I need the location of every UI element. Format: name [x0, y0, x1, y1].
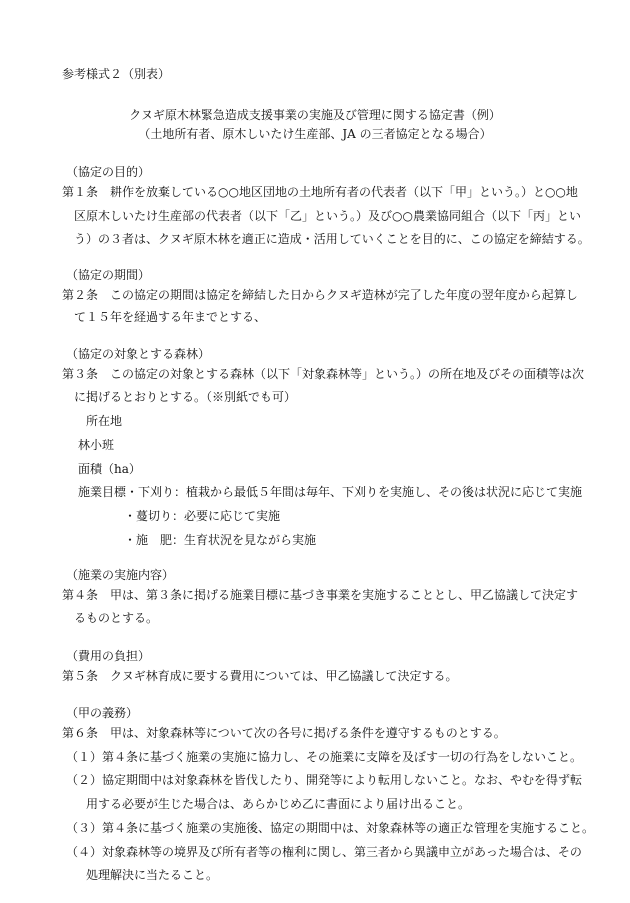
- list-item: （３）第４条に基づく施業の実施後、協定の期間中は、対象森林等の適正な管理を実施すること。: [66, 821, 595, 835]
- article-line: 第６条 甲は、対象森林等について次の各号に掲げる条件を遵守するものとする。: [62, 726, 506, 740]
- list-item-continuation: 処理解決に当たること。: [86, 868, 219, 882]
- list-item: （２）協定期間中は対象森林を皆伐したり、開発等により転用しないこと。なお、やむを得ず転: [66, 773, 583, 787]
- field-label-location: 所在地: [86, 414, 123, 428]
- target-line-weeding: 施業目標・下刈り：植栽から最低５年間は毎年、下刈りを実施し、その後は状況に応じて実施: [78, 485, 583, 499]
- article-line: 第３条 この協定の対象とする森林（以下「対象森林等」という。）の所在地及びその面積等は次: [62, 367, 585, 381]
- article-line: 第５条 クヌギ林育成に要する費用については、甲乙協議して決定する。: [62, 669, 458, 683]
- field-label-subcompartment: 林小班: [78, 438, 115, 452]
- list-item: （４）対象森林等の境界及び所有者等の権利に関し、第三者から異議申立があった場合は、その: [66, 845, 582, 859]
- document-subtitle: （土地所有者、原木しいたけ生産部、JA の三者協定となる場合）: [138, 127, 492, 141]
- target-line-vine-cutting: ・蔓切り：必要に応じて実施: [124, 509, 281, 523]
- section-heading: （費用の負担）: [66, 649, 151, 663]
- article-line: に掲げるとおりとする。（※別紙でも可）: [74, 390, 297, 404]
- section-heading: （協定の目的）: [66, 165, 151, 179]
- list-item-continuation: 用する必要が生じた場合は、あらかじめ乙に書面により届け出ること。: [86, 797, 471, 811]
- article-line: 第２条 この協定の期間は協定を締結した日からクヌギ造林が完了した年度の翌年度から起算し: [62, 288, 578, 302]
- article-line: 第４条 甲は、第３条に掲げる施業目標に基づき事業を実施することとし、甲乙協議して決定す: [62, 588, 579, 602]
- list-item: （１）第４条に基づく施業の実施に協力し、その施業に支障を及ぼす一切の行為をしないこと。: [66, 750, 583, 764]
- article-line: 区原木しいたけ生産部の代表者（以下「乙」という。）及び○○農業協同組合（以下「丙」とい: [74, 209, 581, 223]
- field-label-area: 面積（ha）: [78, 462, 141, 476]
- target-line-fertilizing: ・施 肥：生育状況を見ながら実施: [124, 533, 317, 547]
- section-heading: （協定の期間）: [66, 268, 151, 282]
- article-line: う）の３者は、クヌギ原木林を適正に造成・活用していくことを目的に、この協定を締結する。: [74, 232, 590, 246]
- document-title: クヌギ原木林緊急造成支援事業の実施及び管理に関する協定書（例）: [129, 108, 501, 122]
- reference-label: 参考様式２（別表）: [62, 67, 171, 81]
- section-heading: （協定の対象とする森林）: [66, 347, 211, 361]
- section-heading: （甲の義務）: [66, 706, 139, 720]
- article-line: て１５年を経過する年までとする、: [74, 310, 267, 324]
- section-heading: （施業の実施内容）: [66, 568, 175, 582]
- article-line: るものとする。: [74, 611, 159, 625]
- article-line: 第１条 耕作を放棄している○○地区団地の土地所有者の代表者（以下「甲」という。）と○○地: [62, 185, 578, 199]
